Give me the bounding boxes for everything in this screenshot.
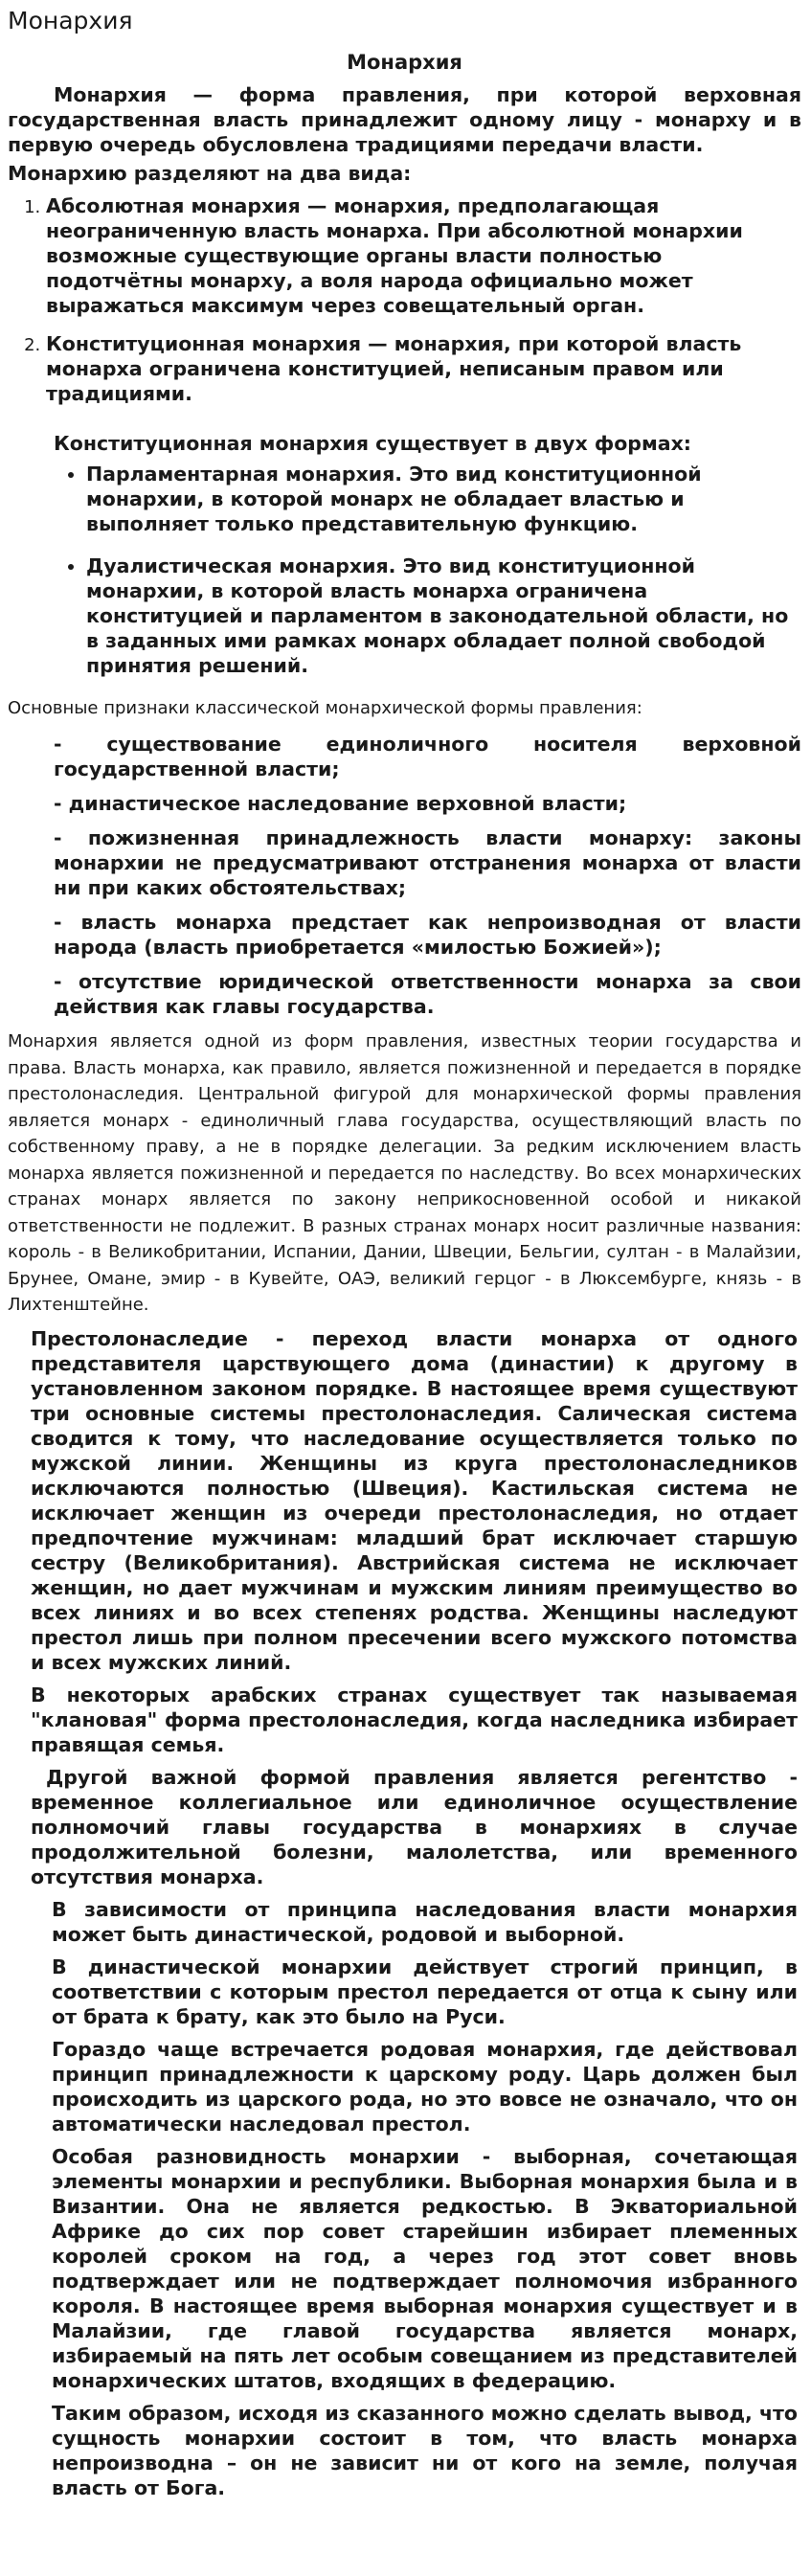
- site-title: Монархия: [8, 7, 133, 34]
- kinds-paragraph: В зависимости от принципа наследования власти монархия может быть династической, родовой и выборной.: [52, 1897, 798, 1946]
- general-paragraph: Монархия является одной из форм правления, известных теории государства и права. Власть монарха, как правило, является пожизненной и передается в порядке престолонаследия. Центральной фигурой для монархической формы правления является монарх - единоличный глава государства, осуществляющий власть по собственному праву, а не в порядке делегации. За редким исключением власть монарха является пожизненной и передается по наследству. Во всех монархических странах монарх является по закону неприкосновенной особой и никакой ответственности не подлежит. В разных странах монарх носит различные названия: король - в Великобритании, Испании, Дании, Швеции, Бельгии, султан - в Малайзии, Брунее, Омане, эмир - в Кувейте, ОАЭ, великий герцог - в Люксембурге, князь - в Лихтенштейне.: [8, 1031, 801, 1315]
- clan-paragraph: Гораздо чаще встречается родовая монархия, где действовал принцип принадлежности к царскому роду. Царь должен был происходить из царского рода, но это вовсе не означало, что он автоматически наследовал престол.: [52, 2037, 798, 2135]
- types-heading: Монархию разделяют на два вида:: [8, 162, 412, 185]
- elective-paragraph: Особая разновидность монархии - выборная, сочетающая элементы монархии и республики. Выборная монархия была и в Византии. Она не является редкостью. В Экваториальной Африке до сих пор совет старейшин избирает племенных королей сроком на год, а через год этот совет вновь подтверждает или не подтверждает полномочия избранного короля. В настоящее время выборная монархия существует и в Малайзии, где главой государства является монарх, избираемый на пять лет особым совещанием из представителей монархических штатов, входящих в федерацию.: [52, 2144, 798, 2392]
- signs-list: [54, 732, 801, 1019]
- regency-paragraph: Другой важной формой правления является регентство - временное коллегиальное или единоличное осуществление полномочий главы государства в монархиях в случае продолжительной болезни, малолетства, или временного отсутствия монарха.: [31, 1765, 798, 1888]
- arab-paragraph: В некоторых арабских странах существует так называемая "клановая" форма престолонаследия, когда наследника избирает правящая семья.: [31, 1683, 798, 1756]
- signs-heading: Основные признаки классической монархической формы правления:: [8, 698, 642, 718]
- intro-paragraph: Монархия — форма правления, при которой верховная государственная власть принадлежит одному лицу - монарху и в первую очередь обусловлена традициями передачи власти.: [8, 83, 801, 156]
- types-list: [8, 193, 801, 406]
- form-dualistic: • Дуалистическая монархия. Это вид конституционной монархии, в которой власть монарха ограничена конституцией и парламентом в законодательной области, но в заданных ими рамках монарх обладает полной свободой принятия решений.: [86, 554, 801, 678]
- forms-heading: Конституционная монархия существует в двух формах:: [54, 432, 691, 455]
- sign-item: - существование единоличного носителя верховной государственной власти;: [54, 733, 801, 780]
- conclusion-paragraph: Таким образом, исходя из сказанного можно сделать вывод, что сущность монархии состоит в том, что власть монарха непроизводна – он не зависит ни от кого на земле, получая власть от Бога.: [52, 2401, 798, 2499]
- succession-paragraph: Престолонаследие - переход власти монарха от одного представителя царствующего дома (династии) к другому в установленном законом порядке. В настоящее время существуют три основные системы престолонаследия. Салическая система сводится к тому, что наследование осуществляется только по мужской линии. Женщины из круга престолонаследников исключаются полностью (Швеция). Кастильская система не исключает женщин из очереди престолонаследия, но отдает предпочтение мужчинам: младший брат исключает старшую сестру (Великобритания). Австрийская система не исключает женщин, но дает мужчинам и мужским линиям преимущество во всех линиях и во всех степенях родства. Женщины наследуют престол лишь при полном пресечении всего мужского потомства и всех мужских линий.: [31, 1326, 798, 1674]
- forms-list: [8, 462, 801, 678]
- sign-item: - пожизненная принадлежность власти монарху: законы монархии не предусматривают отстранения монарха от власти ни при каких обстоятельствах;: [54, 826, 801, 899]
- sign-item: - отсутствие юридической ответственности монарха за свои действия как главы государства.: [54, 970, 801, 1018]
- dynastic-paragraph: В династической монархии действует строгий принцип, в соответствии с которым престол передается от отца к сыну или от брата к брату, как это было на Руси.: [52, 1955, 798, 2028]
- succession-section: [31, 1326, 798, 2500]
- type-absolute: 1. Абсолютная монархия — монархия, предполагающая неограниченную власть монарха. При абсолютной монархии возможные существующие органы власти полностью подотчётны монарху, а воля народа официально может выражаться максимум через совещательный орган.: [46, 193, 801, 318]
- type-constitutional: 2. Конституционная монархия — монархия, при которой власть монарха ограничена конституцией, неписаным правом или традициями.: [46, 331, 801, 406]
- sign-item: - власть монарха предстает как непроизводная от власти народа (власть приобретается «милостью Божией»);: [54, 911, 801, 959]
- form-parliamentary: • Парламентарная монархия. Это вид конституционной монархии, в которой монарх не обладает властью и выполняет только представительную функцию.: [86, 462, 801, 536]
- sign-item: - династическое наследование верховной власти;: [54, 792, 627, 815]
- document-title: Монархия: [347, 51, 462, 74]
